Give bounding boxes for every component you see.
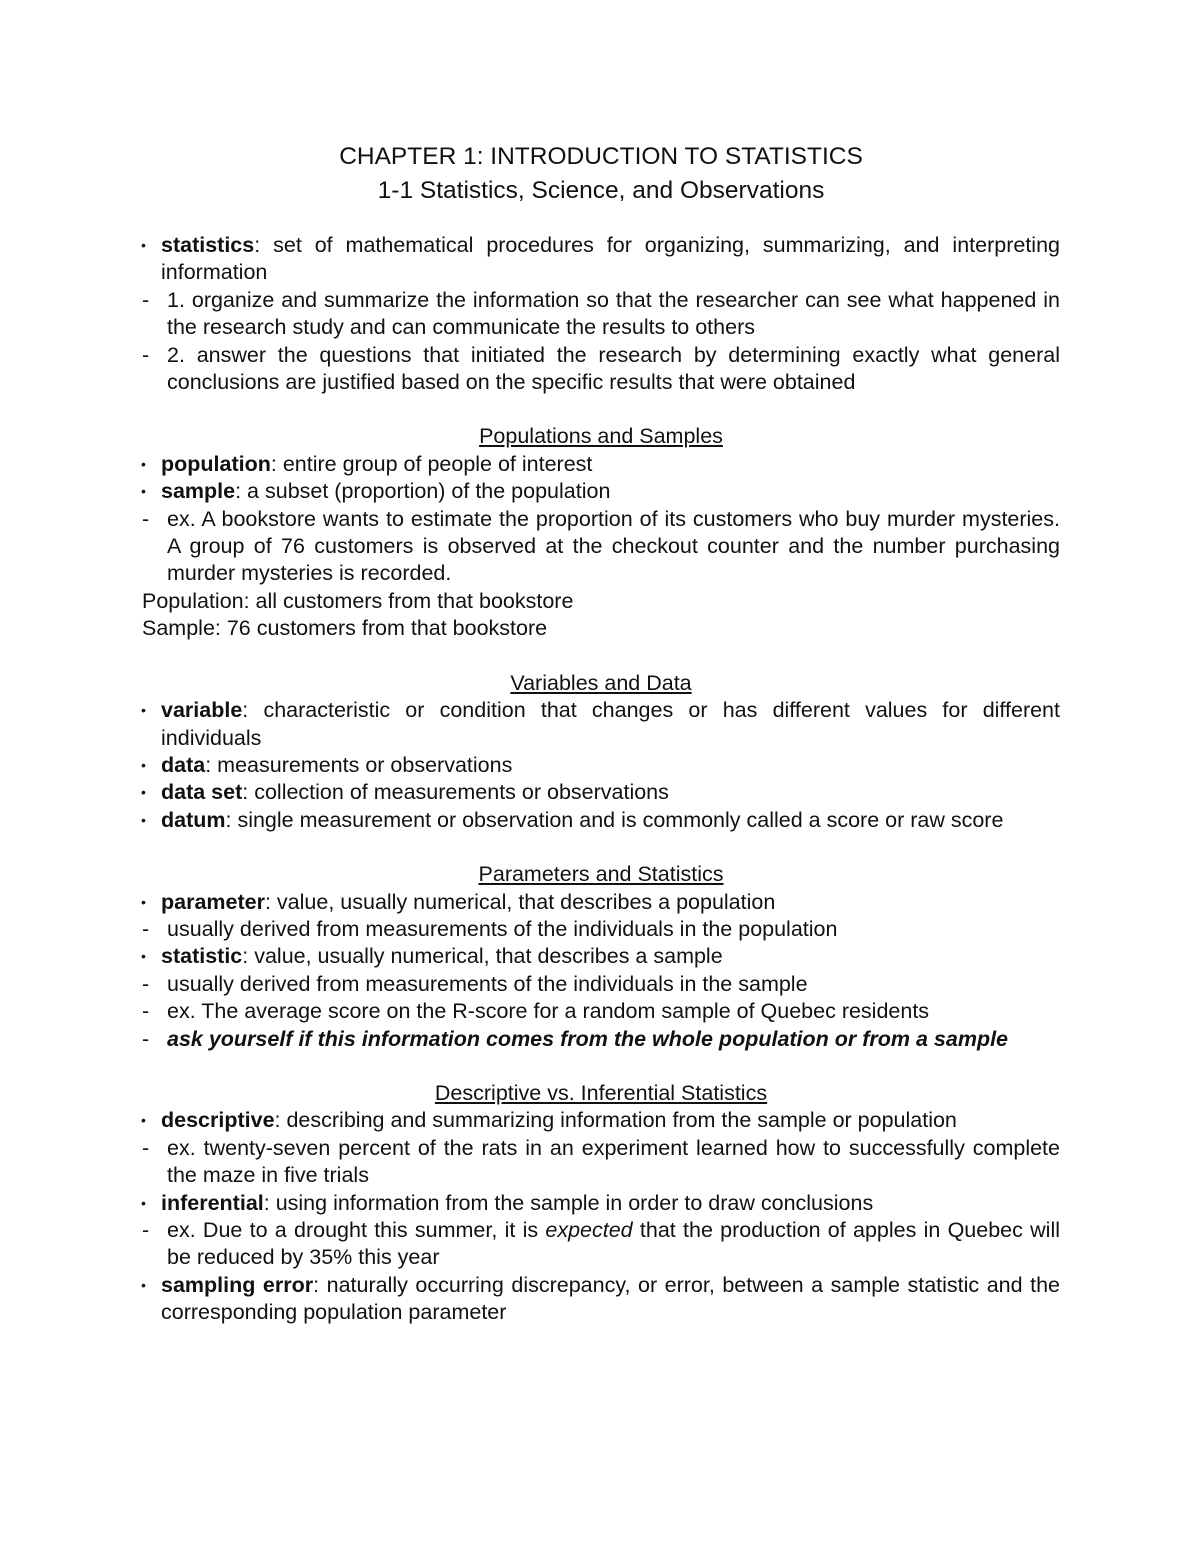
term-statistics: statistics xyxy=(161,233,255,257)
term-datum: datum xyxy=(161,807,226,832)
bullet-marker: • xyxy=(141,702,146,719)
bullet-marker: • xyxy=(141,1276,146,1293)
apples-example-text-b: that the production of apples in Quebec will be reduced by 35% this year xyxy=(167,1218,1060,1270)
bullet-marker: • xyxy=(141,237,146,253)
term-descriptive: descriptive xyxy=(161,1108,275,1133)
list-item-sample xyxy=(142,478,1060,505)
list-item-data-set xyxy=(142,779,1060,806)
definition-variable: : characteristic or condition that changes or has different values for different individuals xyxy=(161,698,1060,750)
bullet-marker: • xyxy=(141,1112,146,1129)
term-sampling-error: sampling error xyxy=(161,1272,314,1297)
dash-marker: - xyxy=(142,506,150,531)
dash-marker: - xyxy=(142,971,150,996)
point-2-text: 2. answer the questions that initiated the research by determining exactly what general conclusions are justified based on the specific results that were obtained xyxy=(167,342,1060,395)
bullet-marker: • xyxy=(141,455,146,472)
term-parameter: parameter xyxy=(161,889,265,914)
parameter-note-text: usually derived from measurements of the individuals in the population xyxy=(167,916,838,941)
definition-parameter: : value, usually numerical, that describes a population xyxy=(264,889,776,914)
heading-descriptive-inferential: Descriptive vs. Inferential Statistics xyxy=(434,1080,768,1105)
list-item-rats-example xyxy=(142,1135,1060,1190)
list-item-datum xyxy=(142,807,1060,834)
chapter-title: CHAPTER 1: INTRODUCTION TO STATISTICS xyxy=(339,143,863,170)
definition-population: : entire group of people of interest xyxy=(270,451,593,476)
list-item-population xyxy=(142,451,1060,478)
definition-sampling-error: : naturally occurring discrepancy, or error, between a sample statistic and the corresponding population parameter xyxy=(161,1272,1061,1325)
document-page xyxy=(142,140,1060,1327)
rscore-example-text: ex. The average score on the R-score for a random sample of Quebec residents xyxy=(167,999,930,1024)
dash-marker: - xyxy=(142,1218,150,1242)
list-item-bookstore-example xyxy=(142,506,1060,588)
term-inferential: inferential xyxy=(161,1190,264,1215)
term-data: data xyxy=(161,752,206,777)
sample-line: Sample: 76 customers from that bookstore xyxy=(142,616,548,641)
definition-inferential: : using information from the sample in order to draw conclusions xyxy=(263,1190,874,1215)
list-item-parameter-note xyxy=(142,916,1060,943)
list-item-parameter xyxy=(142,889,1060,916)
definition-data: : measurements or observations xyxy=(205,752,513,777)
list-item-point-1 xyxy=(142,287,1060,342)
term-sample: sample xyxy=(161,479,236,504)
list-item-descriptive xyxy=(142,1107,1060,1134)
list-item-statistic-note xyxy=(142,971,1060,998)
definition-statistics: : set of mathematical procedures for organizing, summarizing, and interpreting information xyxy=(161,233,1060,285)
list-item-apples-example xyxy=(142,1217,1060,1272)
definition-statistic: : value, usually numerical, that describes a sample xyxy=(242,944,723,969)
bullet-marker: • xyxy=(141,756,146,773)
term-variable: variable xyxy=(161,698,243,723)
bullet-marker: • xyxy=(141,784,146,801)
dash-marker: - xyxy=(142,1135,150,1160)
bullet-marker: • xyxy=(141,1194,146,1211)
heading-populations-samples: Populations and Samples xyxy=(479,424,723,449)
term-data-set: data set xyxy=(161,780,243,805)
list-item-statistics xyxy=(142,232,1060,287)
definition-datum: : single measurement or observation and is commonly called a score or raw score xyxy=(225,807,1004,832)
list-item-point-2 xyxy=(142,342,1060,397)
list-item-statistic xyxy=(142,943,1060,970)
dash-marker: - xyxy=(142,1026,150,1051)
apples-example-text-a: ex. Due to a drought this summer, it is xyxy=(167,1218,546,1242)
heading-variables-data: Variables and Data xyxy=(510,670,692,695)
tip-text: ask yourself if this information comes from the whole population or from a sample xyxy=(167,1026,1009,1051)
bullet-marker: • xyxy=(141,483,146,500)
statistic-note-text: usually derived from measurements of the individuals in the sample xyxy=(167,971,808,996)
term-population: population xyxy=(161,451,271,476)
list-item-sampling-error xyxy=(142,1272,1060,1327)
term-statistic: statistic xyxy=(161,944,243,969)
point-1-text: 1. organize and summarize the information so that the researcher can see what happened in the research study and can communicate the results to others xyxy=(167,287,1060,340)
population-line: Population: all customers from that bookstore xyxy=(142,588,574,613)
rats-example-text: ex. twenty-seven percent of the rats in an experiment learned how to successfully complete the maze in five trials xyxy=(167,1135,1060,1188)
bullet-marker: • xyxy=(141,893,146,910)
dash-marker: - xyxy=(142,287,150,312)
section-subtitle: 1-1 Statistics, Science, and Observations xyxy=(377,177,825,204)
list-item-rscore-example xyxy=(142,998,1060,1025)
bullet-marker: • xyxy=(141,811,146,828)
definition-sample: : a subset (proportion) of the population xyxy=(235,479,611,504)
dash-marker: - xyxy=(142,342,150,367)
list-item-inferential xyxy=(142,1190,1060,1217)
list-item-variable xyxy=(142,697,1060,752)
definition-data-set: : collection of measurements or observations xyxy=(242,780,669,805)
dash-marker: - xyxy=(142,999,150,1024)
bullet-marker: • xyxy=(141,948,146,965)
heading-parameters-statistics: Parameters and Statistics xyxy=(478,862,724,887)
apples-example-emphasis: expected xyxy=(545,1218,633,1242)
bookstore-example-text: ex. A bookstore wants to estimate the proportion of its customers who buy murder mysteries. A group of 76 customers is observed at the checkout counter and the number purchasing murder mysteries is recorded. xyxy=(167,506,1060,586)
dash-marker: - xyxy=(142,916,150,941)
definition-descriptive: : describing and summarizing information from the sample or population xyxy=(274,1108,957,1133)
list-item-data xyxy=(142,752,1060,779)
list-item-tip xyxy=(142,1026,1060,1053)
